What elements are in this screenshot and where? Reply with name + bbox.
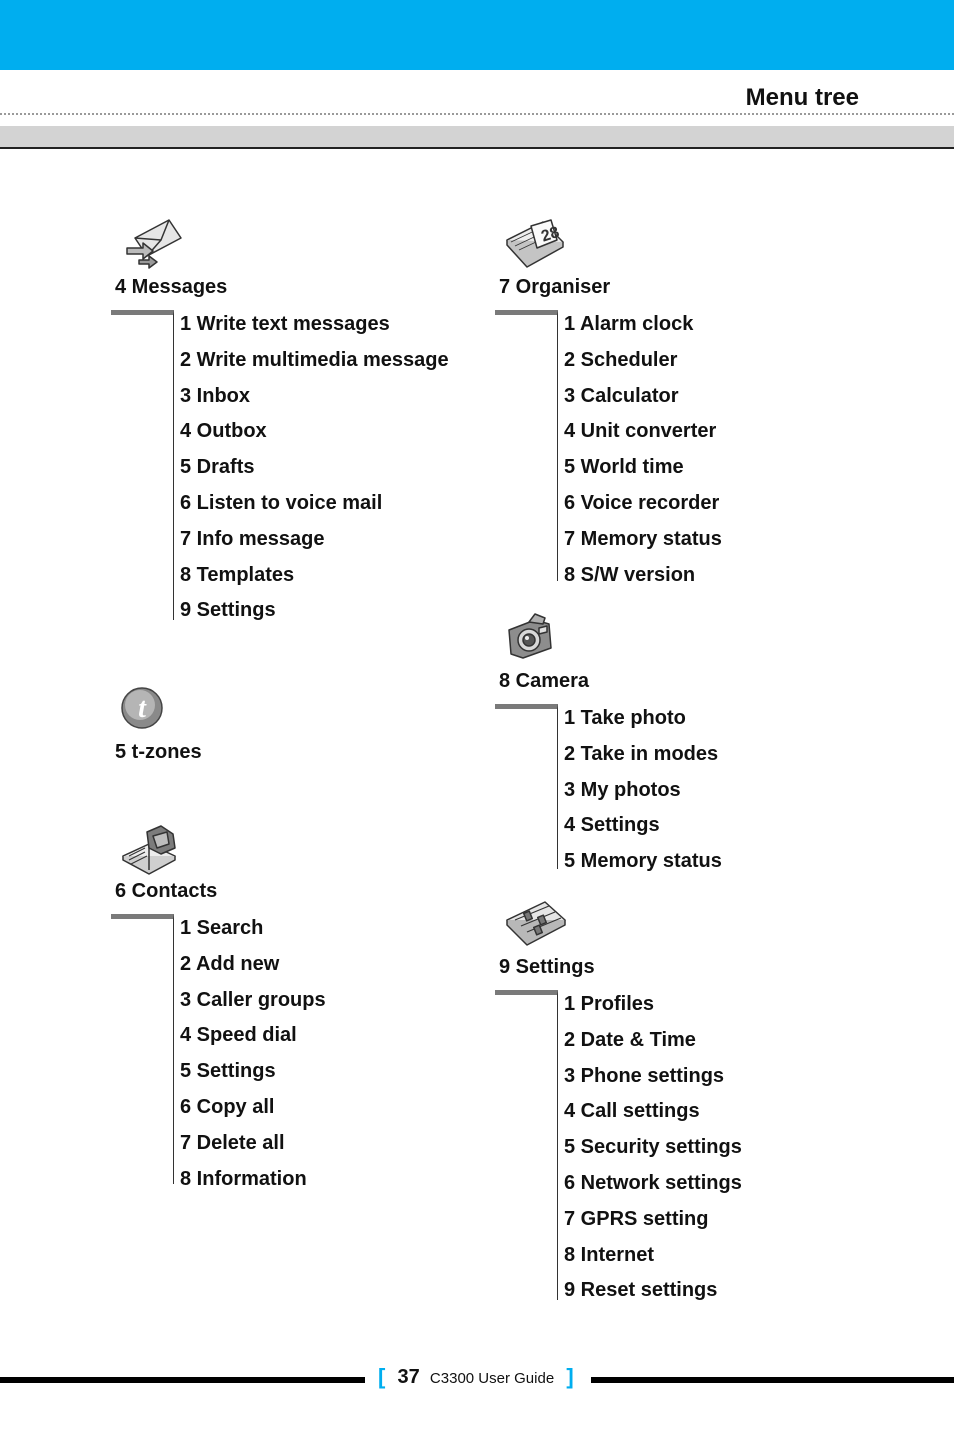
menu-item: 1 Take photo <box>564 707 686 729</box>
menu-item: 6 Listen to voice mail <box>180 491 383 514</box>
menu-item: 1 Profiles <box>564 993 655 1015</box>
menu-organiser <box>499 218 839 588</box>
menu-title: 4 Messages <box>115 276 228 298</box>
menu-title: 6 Contacts <box>115 880 218 902</box>
menu-item: 5 World time <box>564 456 684 479</box>
submenu-list <box>180 916 326 1202</box>
footer-rule-right <box>591 1377 954 1383</box>
menu-item: 5 Memory status <box>564 850 722 873</box>
menu-item: 5 Drafts <box>180 456 255 479</box>
menu-tzones <box>115 683 315 773</box>
menu-item: 3 Phone settings <box>564 1064 725 1087</box>
menu-camera <box>499 612 839 882</box>
tree-bracket <box>495 704 558 869</box>
menu-item: 1 Search <box>180 917 264 939</box>
menu-item: 2 Add new <box>180 952 280 975</box>
menu-item: 7 Info message <box>180 527 325 550</box>
menu-contacts <box>115 822 455 1202</box>
camera-icon <box>505 612 567 666</box>
envelope-icon <box>121 218 183 272</box>
menu-item: 7 GPRS setting <box>564 1207 709 1230</box>
svg-text:28: 28 <box>539 223 562 246</box>
top-color-bar <box>0 0 954 70</box>
menu-title: 5 t-zones <box>115 741 202 763</box>
page-number: 37 <box>397 1366 420 1388</box>
page-footer <box>378 1364 574 1390</box>
menu-item: 3 My photos <box>564 778 681 801</box>
footer-rule-left <box>0 1377 365 1383</box>
menu-item: 8 Templates <box>180 563 295 586</box>
tree-bracket <box>111 914 174 1184</box>
menu-item: 7 Delete all <box>180 1131 285 1154</box>
header-band <box>0 126 954 149</box>
menu-item: 6 Copy all <box>180 1095 275 1118</box>
menu-item: 3 Inbox <box>180 384 251 407</box>
guide-title: C3300 User Guide <box>429 1370 555 1387</box>
submenu-list <box>180 312 449 634</box>
footer-bracket-right: ] <box>566 1364 574 1389</box>
svg-text:t: t <box>138 693 146 724</box>
sliders-icon <box>505 898 567 952</box>
menu-item: 4 Settings <box>564 814 660 837</box>
menu-item: 6 Network settings <box>564 1171 742 1194</box>
menu-item: 7 Memory status <box>564 527 722 550</box>
submenu-list <box>564 312 722 598</box>
menu-item: 4 Unit converter <box>564 420 717 443</box>
menu-messages <box>115 218 455 628</box>
tree-bracket <box>495 310 558 581</box>
footer-bracket-left: [ <box>378 1364 386 1389</box>
submenu-list <box>564 992 742 1314</box>
tree-bracket <box>111 310 174 620</box>
menu-item: 4 Call settings <box>564 1100 700 1123</box>
menu-item: 2 Date & Time <box>564 1028 696 1051</box>
menu-item: 5 Security settings <box>564 1136 742 1159</box>
menu-item: 9 Reset settings <box>564 1279 718 1302</box>
menu-item: 3 Caller groups <box>180 988 326 1011</box>
menu-item: 3 Calculator <box>564 384 679 407</box>
menu-item: 8 S/W version <box>564 563 696 586</box>
menu-item: 1 Write text messages <box>180 313 390 335</box>
menu-title: 8 Camera <box>499 670 590 692</box>
dotted-rule <box>0 113 954 115</box>
phonebook-icon <box>121 822 183 876</box>
menu-item: 8 Internet <box>564 1243 655 1266</box>
menu-item: 9 Settings <box>180 599 276 622</box>
menu-item: 6 Voice recorder <box>564 491 720 514</box>
menu-title: 7 Organiser <box>499 276 611 298</box>
menu-item: 5 Settings <box>180 1060 276 1083</box>
menu-item: 4 Speed dial <box>180 1024 297 1047</box>
menu-item: 4 Outbox <box>180 420 267 443</box>
menu-item: 2 Write multimedia message <box>180 348 449 371</box>
menu-settings <box>499 898 839 1308</box>
menu-item: 1 Alarm clock <box>564 313 694 335</box>
t-zones-icon <box>120 683 182 737</box>
calendar-icon <box>505 218 567 272</box>
menu-item: 8 Information <box>180 1167 307 1190</box>
submenu-list <box>564 706 722 885</box>
menu-title: 9 Settings <box>499 956 595 978</box>
tree-bracket <box>495 990 558 1300</box>
menu-item: 2 Scheduler <box>564 348 678 371</box>
menu-item: 2 Take in modes <box>564 742 719 765</box>
section-title: Menu tree <box>745 84 859 111</box>
